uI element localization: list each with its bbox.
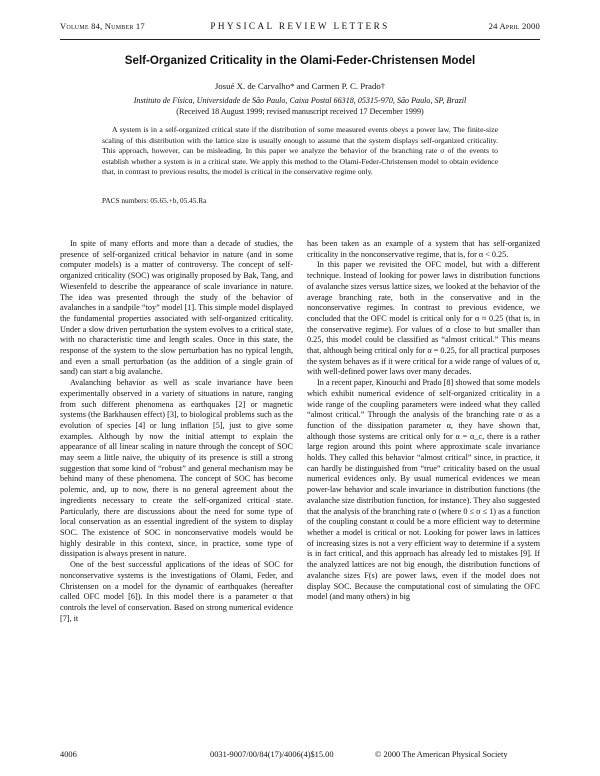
header-rule (60, 39, 540, 40)
received-dates: (Received 18 August 1999; revised manuscript received 17 December 1999) (176, 107, 424, 116)
copyright-notice: © 2000 The American Physical Society (375, 750, 508, 759)
running-header (60, 21, 540, 35)
body-column-left (60, 239, 293, 624)
journal-name: PHYSICAL REVIEW LETTERS (210, 21, 390, 31)
body-paragraph: Avalanching behavior as well as scale invariance have been experimentally observed in a variety of situations in nature, ranging from such different phenomena as earthquakes [2] or magnetic systems (the Barkhausen effect) [3], to biological problems such as the evolution of species [4] or lung inflation [5], just to give some examples. Although by now the initial attempt to explain the appearance of all linear scaling in nature through the concept of SOC may seem a little naive, the ubiquity of its presence is still a strong suggestion that some kind of “robust” and general mechanism may be behind many of these phenomena. The concept of SOC has become polemic, and, up to now, there is no general agreement about the ingredients necessary to create the self-organized critical state. Particularly, there are discussions about the need for some type of local conservation as an essential ingredient of the system to display SOC. The existence of SOC in nonconservative models would be highly desirable in this context, since, in practice, some type of dissipation is always present in nature. (60, 378, 293, 559)
body-paragraph: has been taken as an example of a system that has self-organized criticality in the nonconservative regime, that is, for α < 0.25. (307, 239, 540, 259)
body-paragraph: In spite of many efforts and more than a decade of studies, the presence of self-organized critical behavior in nature (and in some computer models) is a matter of controversy. The concept of self-organized criticality (SOC) was originally proposed by Bak, Tang, and Wiesenfeld to describe the appearance of scale invariance in nature. The idea was presented through the study of the behavior of avalanches in a sandpile “toy” model [1]. This simple model displayed the fundamental properties associated with self-organized criticality. Under a slow driven perturbation the system evolves to a critical state, with no characteristic time and length scales. Once in this state, the response of the system to the slow perturbation has no typical length, and even a small perturbation (as the addition of a single grain of sand) can start a big avalanche. (60, 239, 293, 377)
page-number: 4006 (60, 750, 77, 759)
article-code: 0031-9007/00/84(17)/4006(4)$15.00 (210, 750, 334, 759)
pacs-numbers: PACS numbers: 05.65.+b, 05.45.Ra (102, 196, 207, 205)
affiliation: Instituto de Física, Universidade de São Paulo, Caixa Postal 66318, 05315-970, São Paulo, SP, Brazil (133, 96, 467, 105)
body-paragraph: In a recent paper, Kinouchi and Prado [8] showed that some models which exhibit numerical evidence of self-organized criticality in a wide range of the coupling parameters were indeed what they called “almost critical.” Through the analysis of the branching rate σ as a function of the dissipation parameter α, they have shown that, although those systems are critical only for α = α_c, there is a rather large region around this point where approximate scale invariance holds. They called this behavior “almost critical” since, in practice, it can hardly be distinguished from “true” criticality based on the usual numerical evidences only. By usual numerical evidences we mean power-law behavior and scale invariance in distribution functions (the avalanche size distribution function, for instance). They also suggested that the analysis of the branching rate σ (where 0 ≤ σ ≤ 1) as a function of the coupling constant α could be a more efficient way to determine whether a model is critical or not. Looking for power laws in lattices of increasing sizes is not a very efficient way to determine if a system is in fact critical, and this approach has already led to mistakes [9]. If the analyzed lattices are not big enough, the distribution functions of avalanche sizes F(s) are power laws, even if the model does not display SOC. Because the computational cost of simulating the OFC model (and many others) in big (307, 378, 540, 602)
abstract: A system is in a self-organized critical state if the distribution of some measured events obeys a power law. The finite-size scaling of this distribution with the lattice size is usually enough to assume that the system displays self-organized criticality. This approach, however, can be misleading. In this paper we analyze the behavior of the branching rate σ of the events to establish whether a system is in a critical state. We apply this method to the Olami-Feder-Christensen model to obtain evidence that, in contrast to previous results, the model is critical in the conservative regime only. (102, 125, 498, 177)
body-paragraph: In this paper we revisited the OFC model, but with a different technique. Instead of looking for power laws in distribution functions of avalanche sizes versus lattice sizes, we looked at the behavior of the average branching rate, both in the conservative and in the nonconservative regimes. In contrast to previous evidence, we concluded that the OFC model is critical only for α ≈ 0.25 (that is, in the conservative regime). For values of α close to but smaller than 0.25, this model could be classified as “almost critical.” This means that, although being critical only for α = 0.25, for all practical purposes the system behaves as if it were critical for a wide range of values of α, with well-defined power laws over many decades. (307, 260, 540, 377)
body-paragraph: One of the best successful applications of the ideas of SOC for nonconservative systems is the investigations of Olami, Feder, and Christensen on a model for the dynamic of earthquakes (hereafter called OFC model [6]). In this model there is a parameter α that controls the level of conservation. Based on strong numerical evidence [7], it (60, 560, 293, 623)
volume-info: Volume 84, Number 17 (60, 21, 145, 31)
author-list: Josué X. de Carvalho* and Carmen P. C. Prado† (214, 81, 386, 91)
page-footer (60, 750, 540, 762)
body-column-right (307, 239, 540, 603)
paper-title: Self-Organized Criticality in the Olami-Feder-Christensen Model (124, 54, 476, 67)
issue-date: 24 April 2000 (488, 21, 540, 31)
